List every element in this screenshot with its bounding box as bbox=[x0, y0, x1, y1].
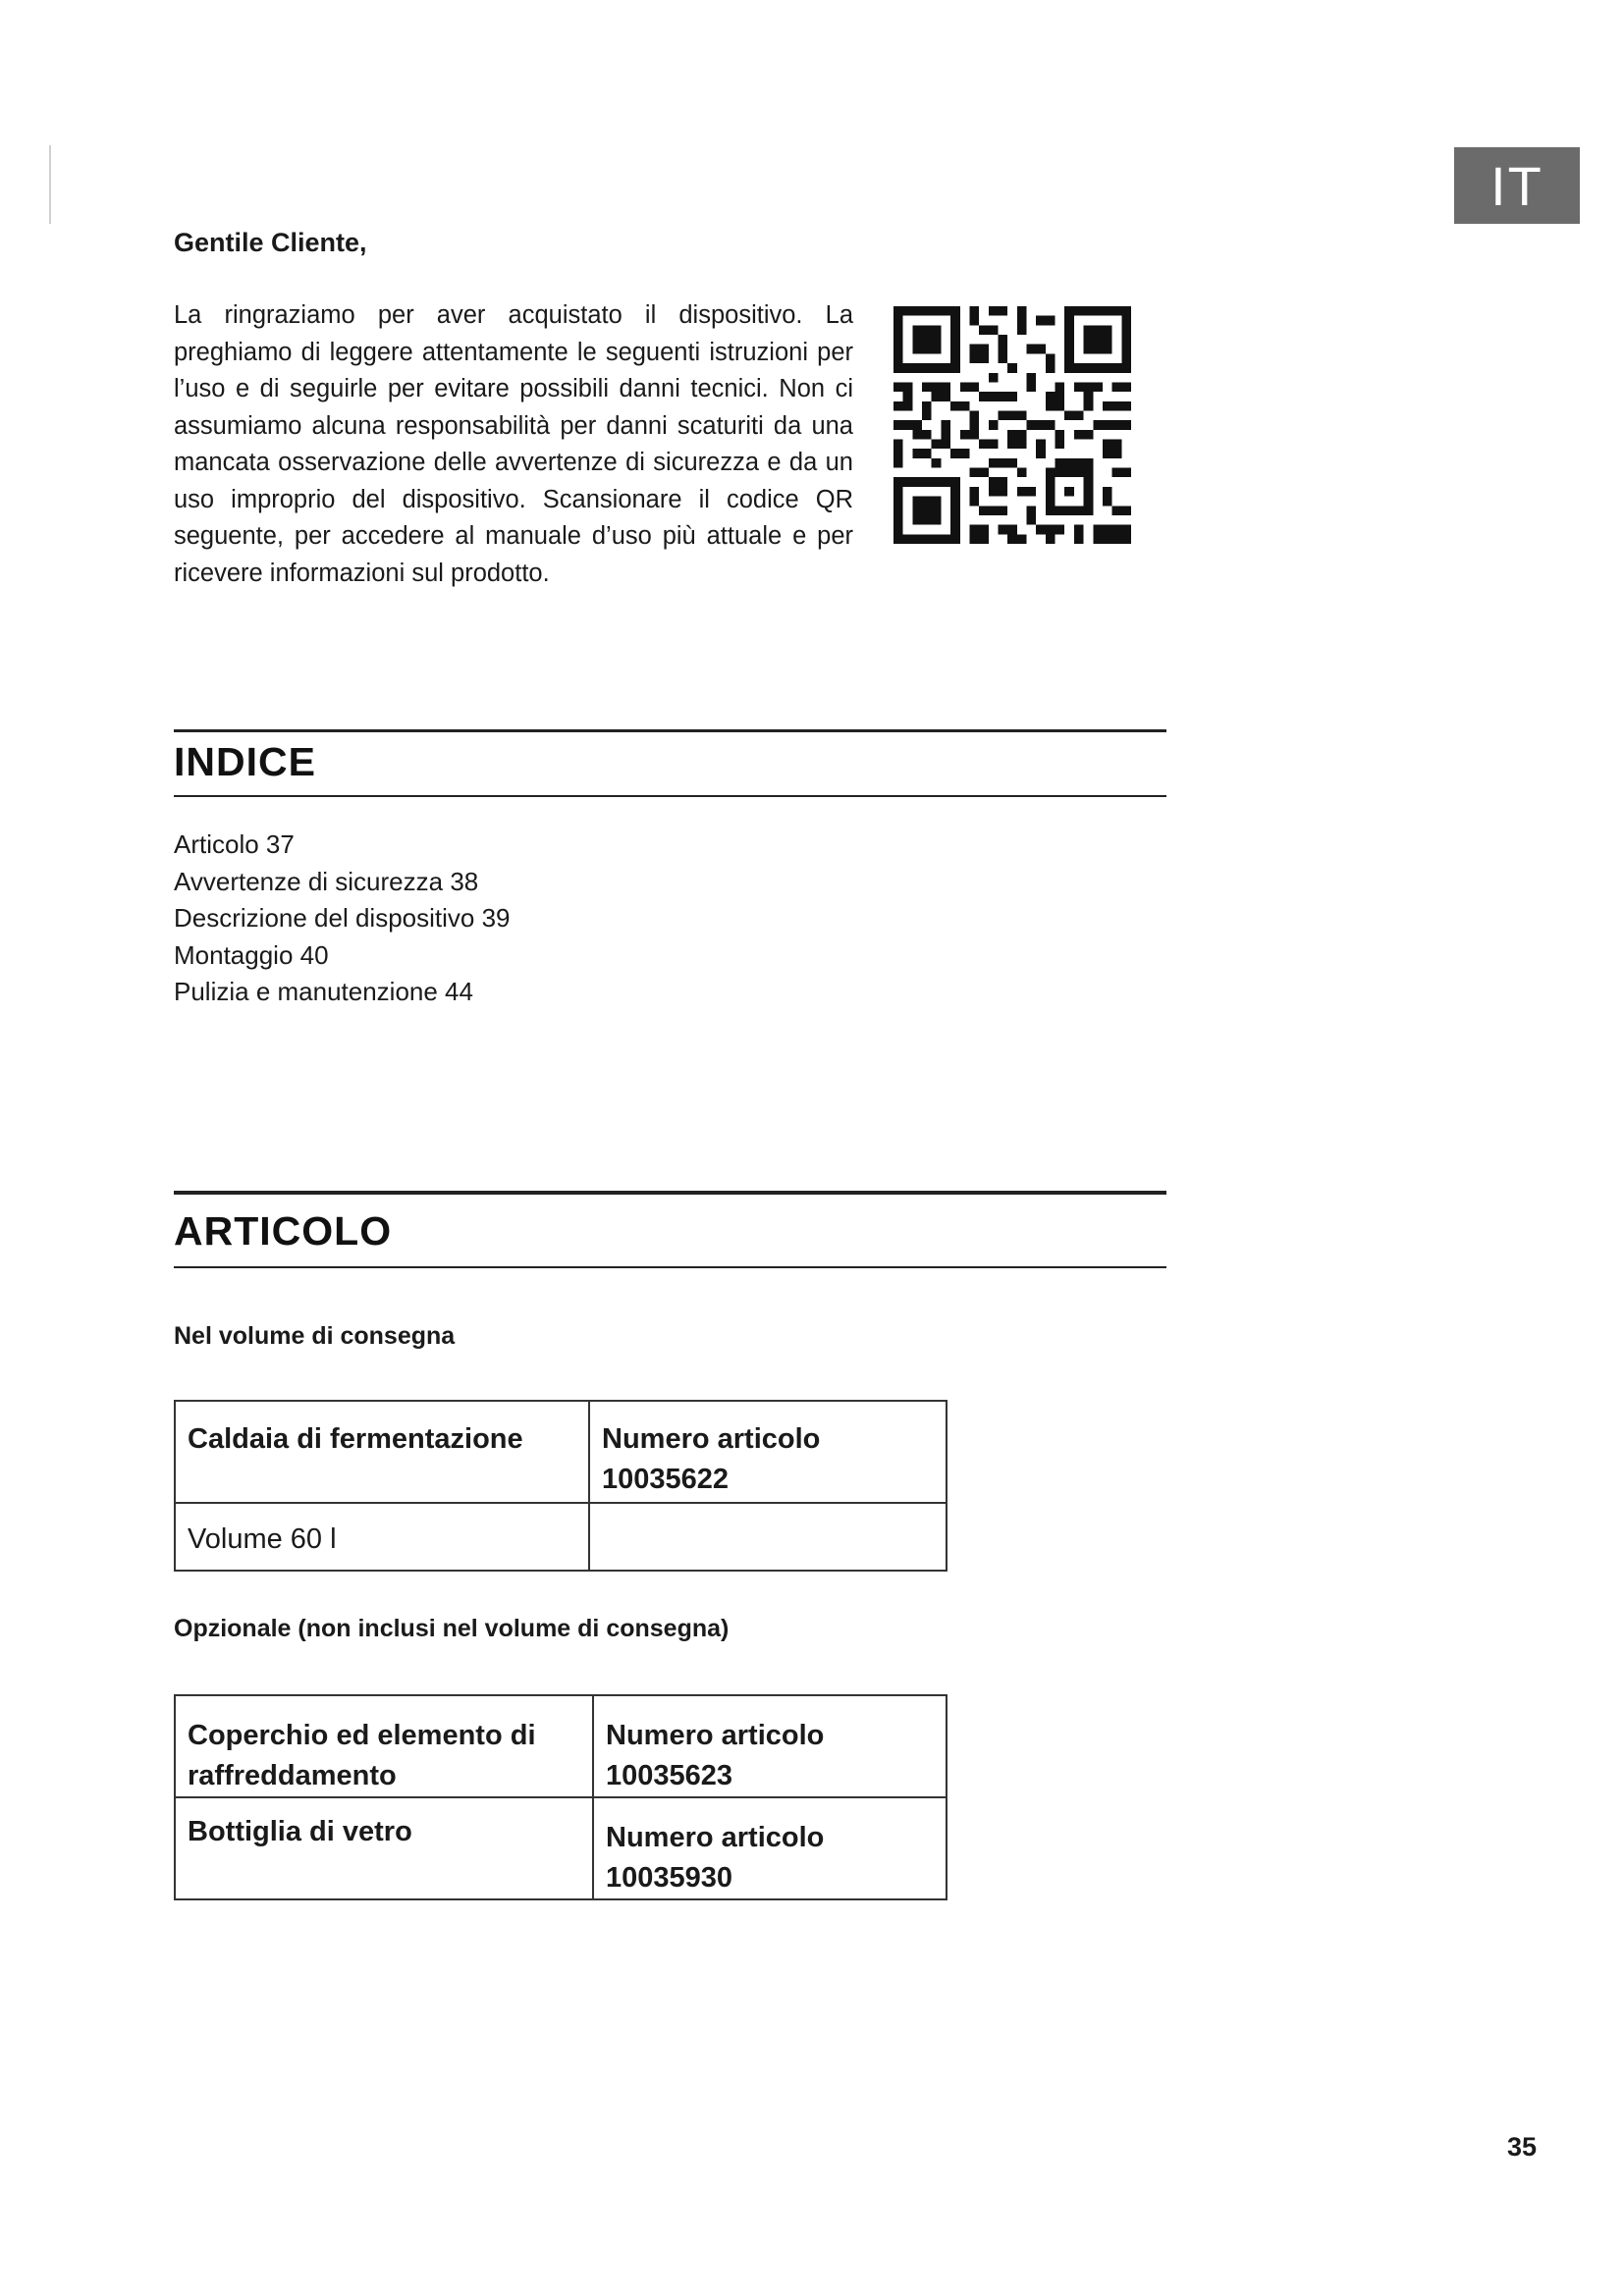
optional-table bbox=[174, 1694, 947, 1900]
delivery-heading: Nel volume di consegna bbox=[174, 1322, 456, 1350]
qr-code-icon bbox=[893, 306, 1131, 544]
toc-item[interactable]: Articolo 37 bbox=[174, 829, 295, 859]
table-cell bbox=[589, 1503, 947, 1571]
table-cell bbox=[175, 1695, 593, 1797]
table-row bbox=[175, 1503, 947, 1571]
articolo-rule-bottom bbox=[174, 1266, 1166, 1268]
article-number-label: Numero articolo bbox=[606, 1720, 825, 1751]
table-of-contents bbox=[174, 827, 511, 1011]
table-cell bbox=[175, 1797, 593, 1899]
table-cell bbox=[175, 1503, 589, 1571]
volume-value: Volume 60 l bbox=[188, 1523, 337, 1555]
articolo-title: ARTICOLO bbox=[174, 1208, 393, 1254]
item-name-continued: raffreddamento bbox=[188, 1760, 397, 1791]
table-cell bbox=[593, 1695, 947, 1797]
language-tab: IT bbox=[1454, 147, 1580, 224]
delivery-table bbox=[174, 1400, 947, 1572]
page-number: 35 bbox=[1507, 2132, 1538, 2162]
optional-heading: Opzionale (non inclusi nel volume di consegna) bbox=[174, 1615, 730, 1642]
intro-paragraph: La ringraziamo per aver acquistato il dispositivo. La preghiamo di leggere attentamente le seguenti istruzioni per l’uso e di seguirle per evitare possibili danni tecnici. Non ci assumiamo alcuna responsabilità per danni scaturiti da una mancata osservazione delle avvertenze di sicurezza e da un uso improprio del dispositivo. Scansionare il codice QR seguente, per accedere al manuale d’uso più attuale e per ricevere informazioni sul prodotto. bbox=[174, 301, 853, 587]
articolo-rule-top bbox=[174, 1191, 1166, 1195]
toc-item[interactable]: Descrizione del dispositivo 39 bbox=[174, 903, 511, 933]
greeting: Gentile Cliente, bbox=[174, 228, 367, 257]
margin-mark bbox=[49, 145, 51, 224]
article-number: 10035930 bbox=[606, 1862, 733, 1894]
table-cell bbox=[589, 1401, 947, 1503]
article-number: 10035622 bbox=[602, 1464, 730, 1495]
table-row bbox=[175, 1797, 947, 1899]
toc-item[interactable]: Pulizia e manutenzione 44 bbox=[174, 977, 473, 1006]
article-number-label: Numero articolo bbox=[606, 1822, 825, 1853]
table-row bbox=[175, 1695, 947, 1797]
toc-item[interactable]: Avvertenze di sicurezza 38 bbox=[174, 866, 479, 896]
item-name: Bottiglia di vetro bbox=[188, 1816, 412, 1847]
article-number: 10035623 bbox=[606, 1760, 733, 1791]
toc-item[interactable]: Montaggio 40 bbox=[174, 939, 329, 970]
index-rule-bottom bbox=[174, 795, 1166, 797]
item-name: Caldaia di fermentazione bbox=[188, 1423, 523, 1455]
article-number-label: Numero articolo bbox=[602, 1423, 821, 1455]
index-title: INDICE bbox=[174, 739, 316, 784]
index-rule-top bbox=[174, 729, 1166, 732]
table-row bbox=[175, 1401, 947, 1503]
table-cell bbox=[175, 1401, 589, 1503]
table-cell bbox=[593, 1797, 947, 1899]
item-name: Coperchio ed elemento di bbox=[188, 1720, 536, 1751]
